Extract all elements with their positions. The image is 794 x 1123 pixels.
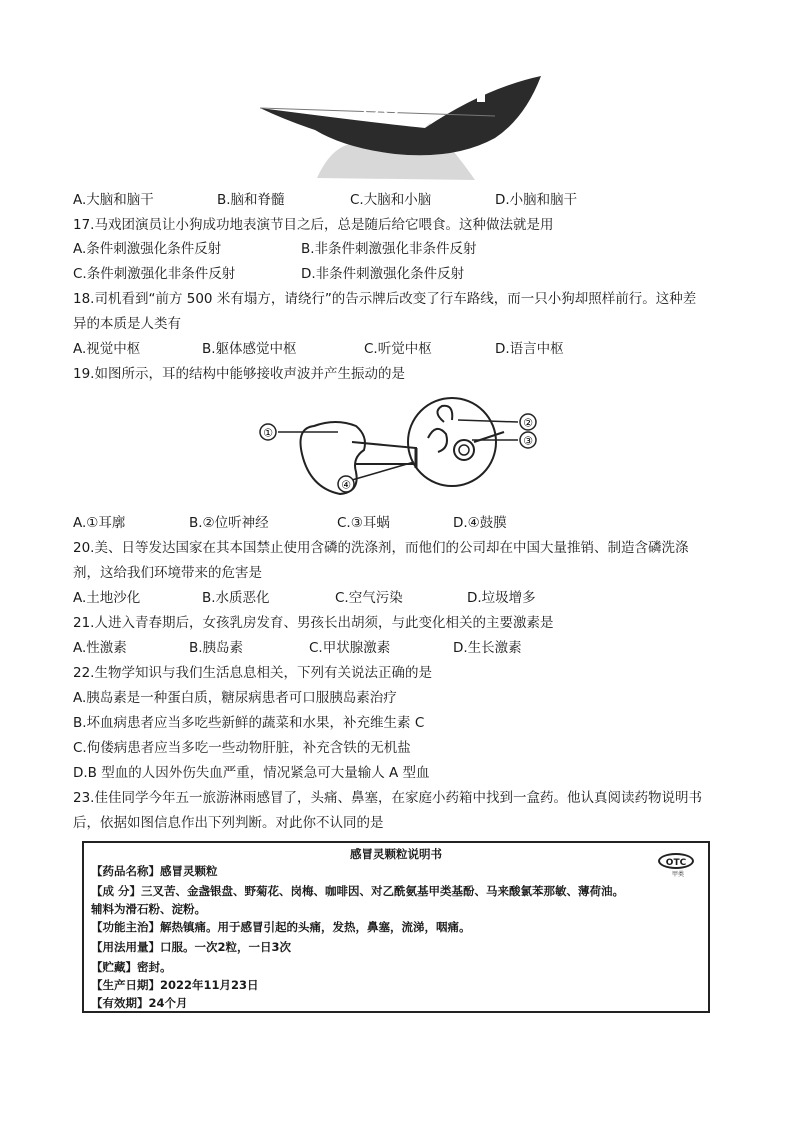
q16-option-b: B.脑和脊髓 (217, 192, 285, 208)
q20-stem-line1: 20.美、日等发达国家在其本国禁止使用含磷的洗涤剂，而他们的公司却在中国大量推销、制造含磷洗涤 (73, 540, 689, 556)
otc-category: 甲类 (671, 871, 684, 878)
q16-option-d: D.小脑和脑干 (495, 192, 578, 208)
ear-label-4: ④ (341, 478, 351, 492)
q18-option-d: D.语言中枢 (495, 341, 564, 357)
q18-stem-line1: 18.司机看到“前方 500 米有塌方，请绕行”的告示牌后改变了行车路线，而一只小狗却照样前行。这种差 (73, 291, 697, 307)
q22-option-c: C.佝偻病患者应当多吃一些动物肝脏，补充含铁的无机盐 (73, 740, 411, 756)
q22-option-d: D.B 型血的人因外伤失血严重，情况紧急可大量输人 A 型血 (73, 765, 430, 781)
leaflet-title: 感冒灵颗粒说明书 (350, 847, 442, 861)
q17-option-d: D.非条件刺激强化条件反射 (301, 266, 465, 282)
ear-structure-diagram (256, 392, 546, 502)
q17-stem: 17.马戏团演员让小狗成功地表演节目之后，总是随后给它喂食。这种做法就是用 (73, 217, 554, 233)
q21-stem: 21.人进入青春期后，女孩乳房发育、男孩长出胡须，与此变化相关的主要激素是 (73, 615, 554, 631)
q21-option-c: C.甲状腺激素 (309, 640, 391, 656)
q16-option-a: A.大脑和脑干 (73, 192, 154, 208)
q22-option-b: B.坏血病患者应当多吃些新鲜的蔬菜和水果，补充维生素 C (73, 715, 425, 731)
leaf-carving-image (255, 68, 545, 180)
q21-option-d: D.生长激素 (453, 640, 522, 656)
q19-stem: 19.如图所示，耳的结构中能够接收声波并产生振动的是 (73, 366, 405, 382)
ear-label-1: ① (263, 426, 273, 440)
q21-option-a: A.性激素 (73, 640, 127, 656)
q19-option-a: A.①耳廓 (73, 515, 126, 531)
ear-label-2: ② (523, 416, 533, 430)
q20-option-d: D.垃圾增多 (467, 590, 536, 606)
q17-option-a: A.条件刺激强化条件反射 (73, 241, 222, 257)
q20-stem-line2: 剂，这给我们环境带来的危害是 (73, 565, 262, 581)
q21-option-b: B.胰岛素 (189, 640, 244, 656)
leaflet-row-ingredients: 【成 分】三叉苦、金盏银盘、野菊花、岗梅、咖啡因、对乙酰氨基甲类基酚、马来酸氯苯那敏、薄荷油。 (91, 884, 624, 898)
q18-option-b: B.躯体感觉中枢 (202, 341, 297, 357)
q19-option-b: B.②位听神经 (189, 515, 269, 531)
leaflet-row-excipients: 辅料为滑石粉、淀粉。 (91, 902, 206, 916)
q20-option-b: B.水质恶化 (202, 590, 270, 606)
ear-label-3: ③ (523, 434, 533, 448)
medicine-leaflet (82, 841, 710, 1013)
q18-option-c: C.听觉中枢 (364, 341, 432, 357)
leaflet-row-dosage: 【用法用量】口服。一次2粒，一日3次 (91, 940, 292, 954)
q18-stem-line2: 异的本质是人类有 (73, 316, 181, 332)
q19-option-d: D.④鼓膜 (453, 515, 507, 531)
q16-option-c: C.大脑和小脑 (350, 192, 432, 208)
q23-stem-line1: 23.佳佳同学今年五一旅游淋雨感冒了，头痛、鼻塞，在家庭小药箱中找到一盒药。他认真阅读药物说明书 (73, 790, 702, 806)
q17-option-b: B.非条件刺激强化非条件反射 (301, 241, 477, 257)
leaflet-row-storage: 【贮藏】密封。 (91, 960, 172, 974)
leaflet-row-production-date: 【生产日期】2022年11月23日 (91, 978, 259, 992)
q20-option-c: C.空气污染 (335, 590, 403, 606)
leaflet-row-expiry: 【有效期】24个月 (91, 996, 188, 1010)
otc-badge: OTC (658, 853, 694, 869)
leaflet-row-name: 【药品名称】感冒灵颗粒 (91, 864, 218, 878)
q17-option-c: C.条件刺激强化非条件反射 (73, 266, 236, 282)
q22-option-a: A.胰岛素是一种蛋白质，糖尿病患者可口服胰岛素治疗 (73, 690, 397, 706)
q18-option-a: A.视觉中枢 (73, 341, 141, 357)
q20-option-a: A.土地沙化 (73, 590, 141, 606)
q23-stem-line2: 后，依据如图信息作出下列判断。对此你不认同的是 (73, 815, 384, 831)
leaflet-row-indications: 【功能主治】解热镇痛。用于感冒引起的头痛，发热，鼻塞，流涕，咽痛。 (91, 920, 471, 934)
q22-stem: 22.生物学知识与我们生活息息相关，下列有关说法正确的是 (73, 665, 432, 681)
q19-option-c: C.③耳蜗 (337, 515, 390, 531)
